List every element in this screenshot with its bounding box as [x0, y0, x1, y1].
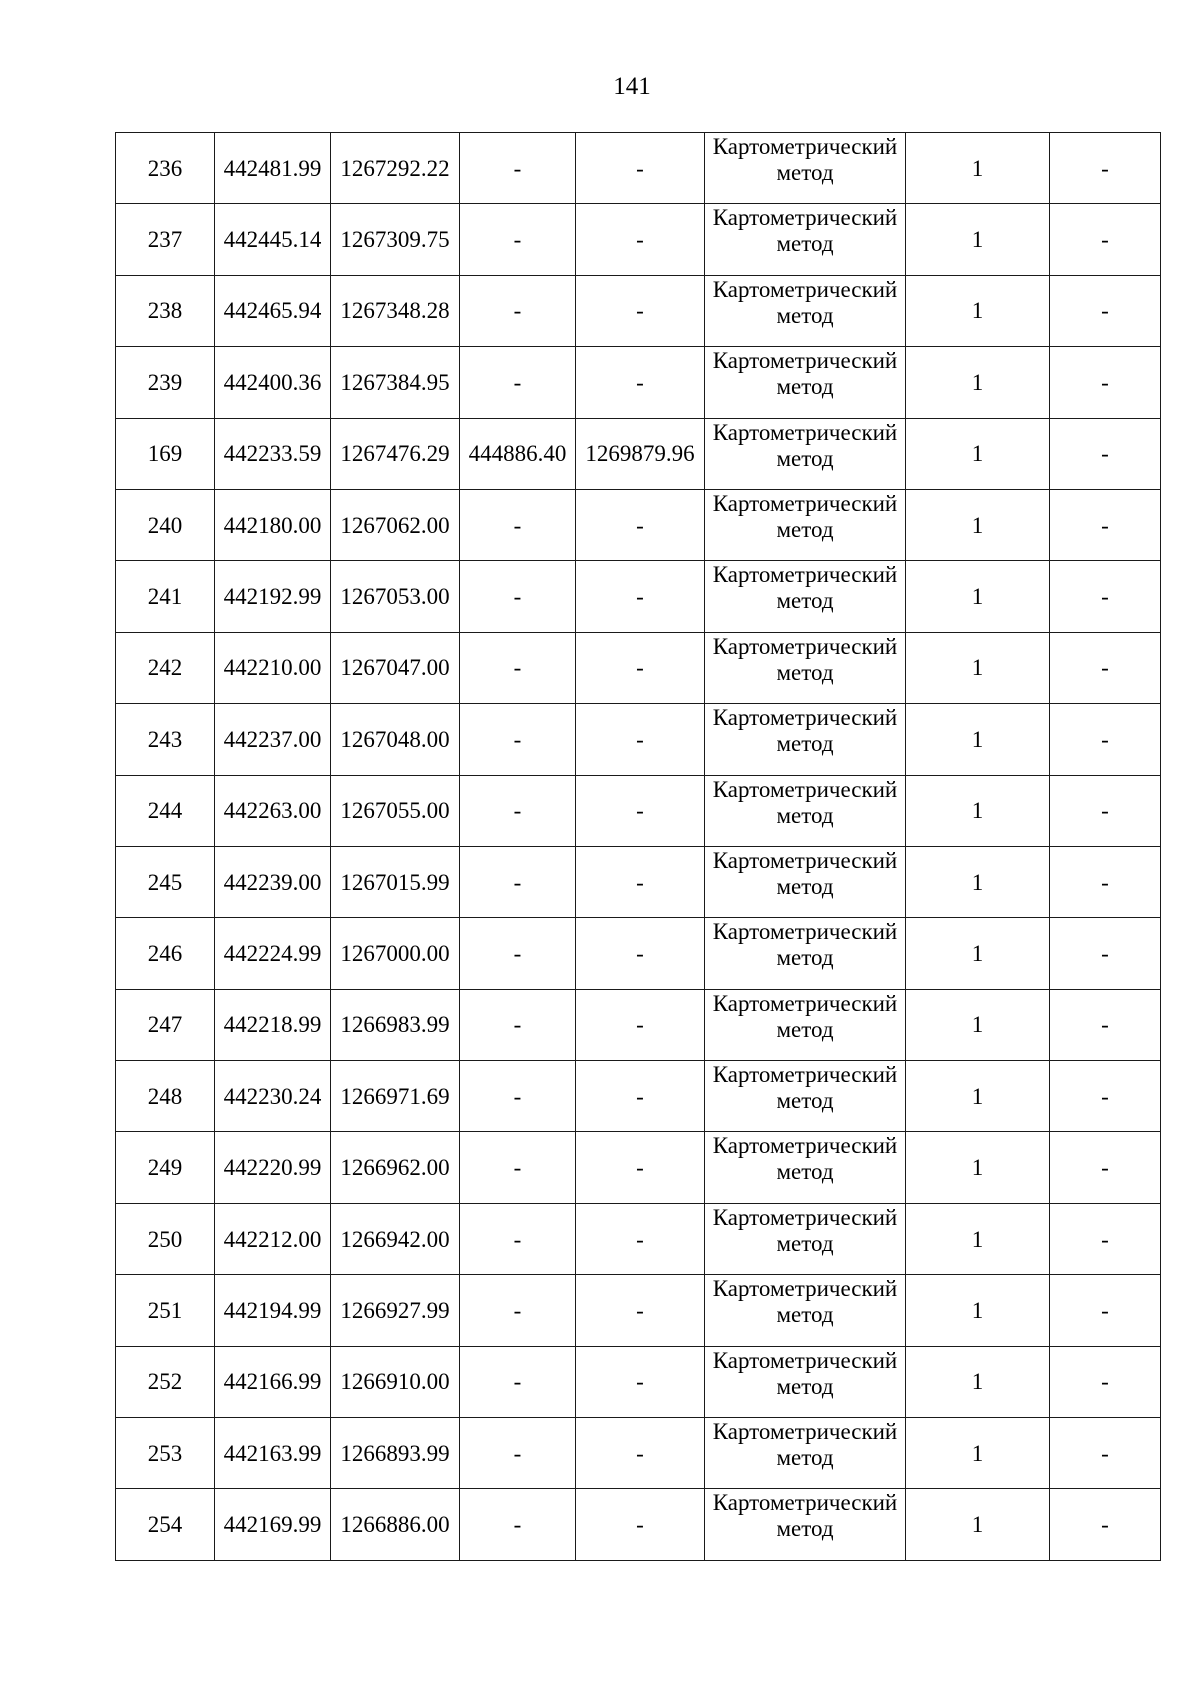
note-cell: -: [1050, 418, 1161, 489]
y-alt-coord-cell: -: [576, 133, 705, 204]
x-alt-coord-cell: -: [460, 275, 576, 346]
accuracy-cell: 1: [906, 204, 1050, 275]
x-coord-cell: 442194.99: [215, 1275, 331, 1346]
method-cell: Картометрический метод: [705, 1203, 906, 1274]
y-coord-cell: 1267309.75: [331, 204, 460, 275]
y-alt-coord-cell: -: [576, 775, 705, 846]
accuracy-cell: 1: [906, 632, 1050, 703]
x-coord-cell: 442465.94: [215, 275, 331, 346]
x-alt-coord-cell: -: [460, 1275, 576, 1346]
point-number-cell: 236: [116, 133, 215, 204]
y-alt-coord-cell: -: [576, 489, 705, 560]
y-alt-coord-cell: -: [576, 1418, 705, 1489]
x-alt-coord-cell: -: [460, 775, 576, 846]
method-cell: Картометрический метод: [705, 775, 906, 846]
y-alt-coord-cell: -: [576, 846, 705, 917]
table-row: [116, 1203, 1161, 1274]
x-coord-cell: 442192.99: [215, 561, 331, 632]
point-number-cell: 254: [116, 1489, 215, 1560]
point-number-cell: 252: [116, 1346, 215, 1417]
method-cell: Картометрический метод: [705, 204, 906, 275]
y-coord-cell: 1266962.00: [331, 1132, 460, 1203]
x-coord-cell: 442481.99: [215, 133, 331, 204]
point-number-cell: 244: [116, 775, 215, 846]
point-number-cell: 253: [116, 1418, 215, 1489]
x-coord-cell: 442263.00: [215, 775, 331, 846]
note-cell: -: [1050, 918, 1161, 989]
table-body: [116, 133, 1161, 1561]
note-cell: -: [1050, 632, 1161, 703]
y-coord-cell: 1266893.99: [331, 1418, 460, 1489]
accuracy-cell: 1: [906, 775, 1050, 846]
y-coord-cell: 1267055.00: [331, 775, 460, 846]
x-coord-cell: 442400.36: [215, 347, 331, 418]
table-row: [116, 989, 1161, 1060]
coordinates-table: [115, 132, 1161, 1561]
point-number-cell: 245: [116, 846, 215, 917]
x-coord-cell: 442224.99: [215, 918, 331, 989]
accuracy-cell: 1: [906, 1489, 1050, 1560]
method-cell: Картометрический метод: [705, 1275, 906, 1346]
point-number-cell: 237: [116, 204, 215, 275]
x-alt-coord-cell: -: [460, 846, 576, 917]
accuracy-cell: 1: [906, 1346, 1050, 1417]
y-coord-cell: 1267053.00: [331, 561, 460, 632]
x-coord-cell: 442218.99: [215, 989, 331, 1060]
method-cell: Картометрический метод: [705, 846, 906, 917]
y-coord-cell: 1266983.99: [331, 989, 460, 1060]
accuracy-cell: 1: [906, 275, 1050, 346]
note-cell: -: [1050, 133, 1161, 204]
method-cell: Картометрический метод: [705, 632, 906, 703]
table-row: [116, 846, 1161, 917]
point-number-cell: 240: [116, 489, 215, 560]
point-number-cell: 249: [116, 1132, 215, 1203]
table-row: [116, 1132, 1161, 1203]
note-cell: -: [1050, 775, 1161, 846]
y-coord-cell: 1266910.00: [331, 1346, 460, 1417]
x-alt-coord-cell: -: [460, 561, 576, 632]
y-alt-coord-cell: -: [576, 1489, 705, 1560]
y-alt-coord-cell: -: [576, 204, 705, 275]
point-number-cell: 247: [116, 989, 215, 1060]
accuracy-cell: 1: [906, 1061, 1050, 1132]
x-alt-coord-cell: -: [460, 347, 576, 418]
table-row: [116, 418, 1161, 489]
table-row: [116, 704, 1161, 775]
x-coord-cell: 442233.59: [215, 418, 331, 489]
note-cell: -: [1050, 704, 1161, 775]
table-row: [116, 1061, 1161, 1132]
method-cell: Картометрический метод: [705, 1418, 906, 1489]
point-number-cell: 251: [116, 1275, 215, 1346]
method-cell: Картометрический метод: [705, 133, 906, 204]
x-alt-coord-cell: -: [460, 1061, 576, 1132]
y-coord-cell: 1267292.22: [331, 133, 460, 204]
note-cell: -: [1050, 489, 1161, 560]
y-alt-coord-cell: 1269879.96: [576, 418, 705, 489]
table-row: [116, 275, 1161, 346]
x-alt-coord-cell: -: [460, 204, 576, 275]
method-cell: Картометрический метод: [705, 1132, 906, 1203]
y-alt-coord-cell: -: [576, 1061, 705, 1132]
point-number-cell: 242: [116, 632, 215, 703]
x-alt-coord-cell: -: [460, 704, 576, 775]
point-number-cell: 248: [116, 1061, 215, 1132]
x-coord-cell: 442169.99: [215, 1489, 331, 1560]
y-coord-cell: 1267000.00: [331, 918, 460, 989]
method-cell: Картометрический метод: [705, 1489, 906, 1560]
note-cell: -: [1050, 1061, 1161, 1132]
y-alt-coord-cell: -: [576, 989, 705, 1060]
y-alt-coord-cell: -: [576, 918, 705, 989]
x-alt-coord-cell: -: [460, 1346, 576, 1417]
table-row: [116, 133, 1161, 204]
y-coord-cell: 1267348.28: [331, 275, 460, 346]
accuracy-cell: 1: [906, 846, 1050, 917]
x-coord-cell: 442210.00: [215, 632, 331, 703]
table-row: [116, 775, 1161, 846]
table-row: [116, 489, 1161, 560]
accuracy-cell: 1: [906, 918, 1050, 989]
table-row: [116, 347, 1161, 418]
method-cell: Картометрический метод: [705, 489, 906, 560]
note-cell: -: [1050, 1132, 1161, 1203]
note-cell: -: [1050, 275, 1161, 346]
y-coord-cell: 1267476.29: [331, 418, 460, 489]
accuracy-cell: 1: [906, 489, 1050, 560]
accuracy-cell: 1: [906, 1132, 1050, 1203]
y-coord-cell: 1267048.00: [331, 704, 460, 775]
accuracy-cell: 1: [906, 1418, 1050, 1489]
y-coord-cell: 1267047.00: [331, 632, 460, 703]
note-cell: -: [1050, 561, 1161, 632]
table-row: [116, 1346, 1161, 1417]
y-alt-coord-cell: -: [576, 1346, 705, 1417]
table-row: [116, 632, 1161, 703]
x-alt-coord-cell: -: [460, 1203, 576, 1274]
point-number-cell: 250: [116, 1203, 215, 1274]
x-alt-coord-cell: 444886.40: [460, 418, 576, 489]
x-coord-cell: 442163.99: [215, 1418, 331, 1489]
x-coord-cell: 442230.24: [215, 1061, 331, 1132]
page-number: 141: [613, 73, 651, 100]
table-row: [116, 1489, 1161, 1560]
table-row: [116, 561, 1161, 632]
table-row: [116, 1418, 1161, 1489]
method-cell: Картометрический метод: [705, 1346, 906, 1417]
y-alt-coord-cell: -: [576, 347, 705, 418]
method-cell: Картометрический метод: [705, 918, 906, 989]
y-coord-cell: 1267384.95: [331, 347, 460, 418]
table-row: [116, 204, 1161, 275]
y-alt-coord-cell: -: [576, 561, 705, 632]
method-cell: Картометрический метод: [705, 704, 906, 775]
point-number-cell: 246: [116, 918, 215, 989]
note-cell: -: [1050, 347, 1161, 418]
x-coord-cell: 442166.99: [215, 1346, 331, 1417]
accuracy-cell: 1: [906, 133, 1050, 204]
method-cell: Картометрический метод: [705, 989, 906, 1060]
y-alt-coord-cell: -: [576, 1132, 705, 1203]
note-cell: -: [1050, 1418, 1161, 1489]
note-cell: -: [1050, 1489, 1161, 1560]
y-coord-cell: 1266927.99: [331, 1275, 460, 1346]
note-cell: -: [1050, 204, 1161, 275]
accuracy-cell: 1: [906, 704, 1050, 775]
accuracy-cell: 1: [906, 418, 1050, 489]
note-cell: -: [1050, 1346, 1161, 1417]
y-coord-cell: 1267062.00: [331, 489, 460, 560]
method-cell: Картометрический метод: [705, 561, 906, 632]
y-alt-coord-cell: -: [576, 275, 705, 346]
accuracy-cell: 1: [906, 1203, 1050, 1274]
method-cell: Картометрический метод: [705, 275, 906, 346]
note-cell: -: [1050, 846, 1161, 917]
x-coord-cell: 442212.00: [215, 1203, 331, 1274]
x-alt-coord-cell: -: [460, 1418, 576, 1489]
y-coord-cell: 1267015.99: [331, 846, 460, 917]
x-alt-coord-cell: -: [460, 632, 576, 703]
table-row: [116, 918, 1161, 989]
x-alt-coord-cell: -: [460, 918, 576, 989]
x-coord-cell: 442239.00: [215, 846, 331, 917]
x-alt-coord-cell: -: [460, 989, 576, 1060]
x-coord-cell: 442445.14: [215, 204, 331, 275]
x-alt-coord-cell: -: [460, 1489, 576, 1560]
y-coord-cell: 1266886.00: [331, 1489, 460, 1560]
x-coord-cell: 442180.00: [215, 489, 331, 560]
method-cell: Картометрический метод: [705, 347, 906, 418]
table-row: [116, 1275, 1161, 1346]
accuracy-cell: 1: [906, 989, 1050, 1060]
x-alt-coord-cell: -: [460, 133, 576, 204]
x-alt-coord-cell: -: [460, 1132, 576, 1203]
accuracy-cell: 1: [906, 347, 1050, 418]
accuracy-cell: 1: [906, 1275, 1050, 1346]
y-alt-coord-cell: -: [576, 632, 705, 703]
point-number-cell: 169: [116, 418, 215, 489]
x-coord-cell: 442237.00: [215, 704, 331, 775]
method-cell: Картометрический метод: [705, 1061, 906, 1132]
point-number-cell: 238: [116, 275, 215, 346]
y-coord-cell: 1266971.69: [331, 1061, 460, 1132]
x-alt-coord-cell: -: [460, 489, 576, 560]
accuracy-cell: 1: [906, 561, 1050, 632]
x-coord-cell: 442220.99: [215, 1132, 331, 1203]
y-alt-coord-cell: -: [576, 704, 705, 775]
point-number-cell: 241: [116, 561, 215, 632]
note-cell: -: [1050, 989, 1161, 1060]
note-cell: -: [1050, 1203, 1161, 1274]
y-alt-coord-cell: -: [576, 1275, 705, 1346]
point-number-cell: 243: [116, 704, 215, 775]
y-alt-coord-cell: -: [576, 1203, 705, 1274]
method-cell: Картометрический метод: [705, 418, 906, 489]
point-number-cell: 239: [116, 347, 215, 418]
y-coord-cell: 1266942.00: [331, 1203, 460, 1274]
note-cell: -: [1050, 1275, 1161, 1346]
